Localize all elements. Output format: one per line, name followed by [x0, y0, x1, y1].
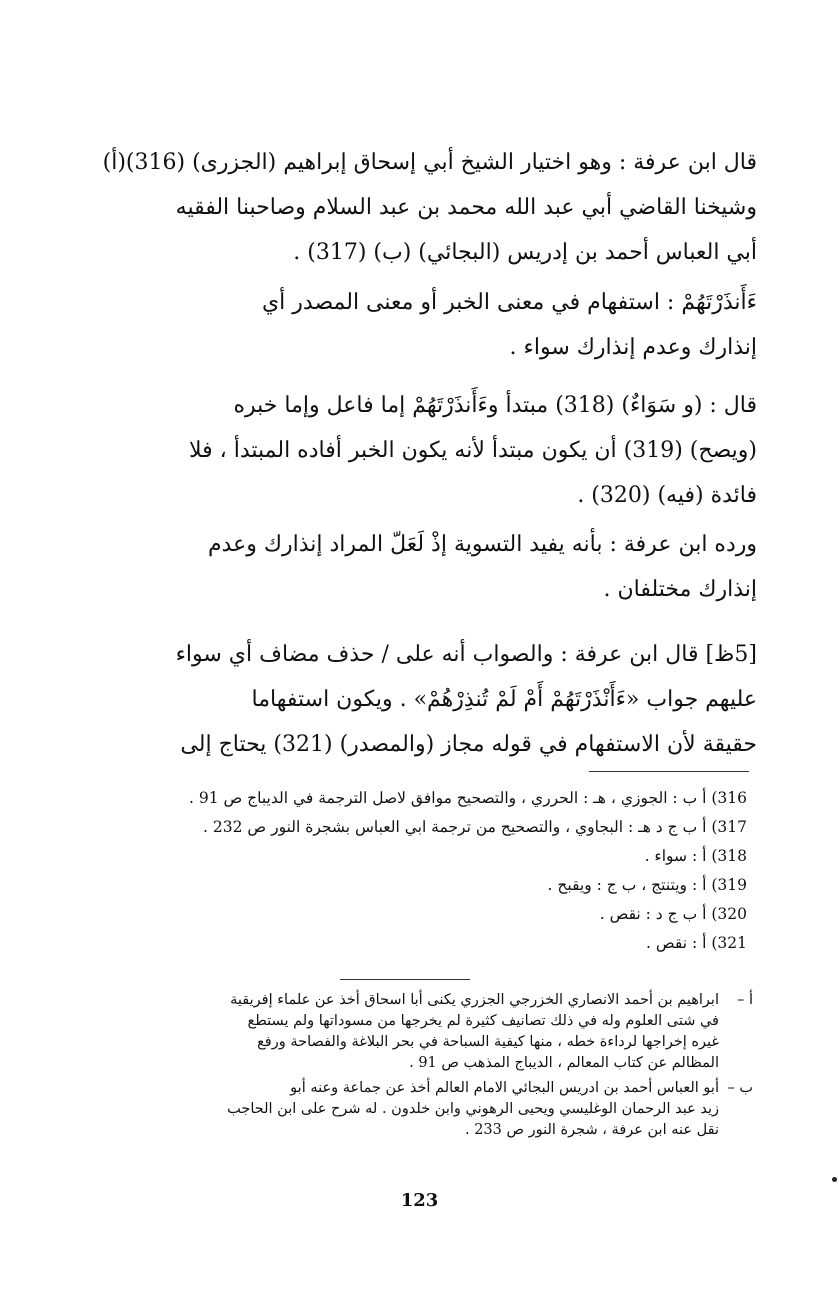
scan-speck	[832, 1177, 837, 1182]
footnote-text: أ : نقص .	[646, 934, 707, 952]
page-number: 123	[400, 1190, 439, 1211]
paragraph-2	[78, 280, 757, 370]
footnote-number: 321)	[711, 934, 747, 952]
footnote-row	[100, 784, 747, 813]
footnote-text: أ ب ج د هـ : البجاوي ، والتصحيح من ترجمة ابي العباس بشجرة النور ص 232 .	[203, 818, 707, 836]
note-text	[70, 990, 719, 1074]
note-line: ابراهيم بن أحمد الانصاري الخزرجي الجزري يكنى أبا اسحاق أخذ عن علماء إفريقية	[230, 992, 719, 1008]
footnote-text: أ ب : الجوزي ، هـ : الحرري ، والتصحيح موافق لاصل الترجمة في الديباج ص 91 .	[188, 789, 707, 807]
note-b	[70, 1078, 753, 1141]
note-mark: أ –	[737, 992, 753, 1008]
footnote-text: أ : ويتنتج ، ب ج : ويقبح .	[547, 876, 707, 894]
paragraph-line: [5ظ] قال ابن عرفة : والصواب أنه على / حذف مضاف أي سواء	[175, 642, 757, 667]
note-line: غيره إخراجها لرداءة خطه ، منها كيفية السباحة في بحر البلاغة والفصاحة ورفع	[257, 1034, 719, 1050]
footnote-text: أ ب ج د : نقص .	[599, 905, 707, 923]
footnote-row	[100, 842, 747, 871]
note-line: أبو العباس أحمد بن ادريس البجائي الامام العالم أخذ عن جماعة وعنه أبو	[290, 1080, 719, 1096]
note-a	[70, 990, 753, 1074]
paragraph-4	[78, 522, 757, 612]
paragraph-line: أبي العباس أحمد بن إدريس (البجائي) (ب) (317) .	[293, 240, 757, 265]
notes-separator	[340, 979, 470, 980]
paragraph-line: قال ابن عرفة : وهو اختيار الشيخ أبي إسحاق إبراهيم (الجزرى) (316)(أ)	[102, 150, 757, 175]
note-line: زيد عبد الرحمان الوغليسي ويحيى الرهوني وابن خلدون . له شرح على ابن الحاجب	[227, 1101, 719, 1117]
note-line: في شتى العلوم وله في ذلك تصانيف كثيرة لم يخرجها من مسوداتها ولم يستطع	[247, 1013, 719, 1029]
paragraph-line: ورده ابن عرفة : بأنه يفيد التسوية إذْ لَعَلّ المراد إنذارك وعدم	[207, 532, 757, 557]
footnote-number: 316)	[711, 789, 747, 807]
paragraph-5	[78, 632, 757, 767]
footnote-row	[100, 871, 747, 900]
note-text	[70, 1078, 719, 1141]
paragraph-1	[78, 140, 757, 275]
footnote-number: 318)	[711, 847, 747, 865]
paragraph-3	[78, 383, 757, 518]
footnotes	[100, 784, 747, 958]
footnote-row	[100, 900, 747, 929]
paragraph-line: (ويصح) (319) أن يكون مبتدأ لأنه يكون الخبر أفاده المبتدأ ، فلا	[188, 438, 757, 463]
paragraph-line: عليهم جواب «ءَأَنْذَرْتَهُمْ أَمْ لَمْ تُنذِرْهُمْ» . ويكون استفهاما	[251, 687, 757, 712]
paragraph-line: فائدة (فيه) (320) .	[577, 483, 757, 508]
note-line: نقل عنه ابن عرفة ، شجرة النور ص 233 .	[464, 1122, 719, 1138]
note-mark: ب –	[727, 1080, 753, 1096]
paragraph-line: ءَأَنذَرْتَهُمْ : استفهام في معنى الخبر أو معنى المصدر أي	[261, 290, 757, 315]
footnote-text: أ : سواء .	[644, 847, 707, 865]
footnote-row	[100, 929, 747, 958]
footnote-number: 320)	[711, 905, 747, 923]
note-line: المظالم عن كتاب المعالم ، الديباج المذهب ص 91 .	[409, 1055, 719, 1071]
footnote-number: 317)	[711, 818, 747, 836]
paragraph-line: قال : (و سَوَاءٌ) (318) مبتدأ وءَأَنذَرْتَهُمْ إما فاعل وإما خبره	[233, 393, 757, 418]
paragraph-line: وشيخنا القاضي أبي عبد الله محمد بن عبد السلام وصاحبنا الفقيه	[175, 195, 757, 220]
footnote-number: 319)	[711, 876, 747, 894]
paragraph-line: حقيقة لأن الاستفهام في قوله مجاز (والمصدر) (321) يحتاج إلى	[180, 732, 757, 757]
footnote-separator	[589, 771, 749, 772]
biographical-notes	[70, 990, 753, 1145]
footnote-row	[100, 813, 747, 842]
paragraph-line: إنذارك مختلفان .	[603, 577, 757, 602]
paragraph-line: إنذارك وعدم إنذارك سواء .	[509, 335, 757, 360]
